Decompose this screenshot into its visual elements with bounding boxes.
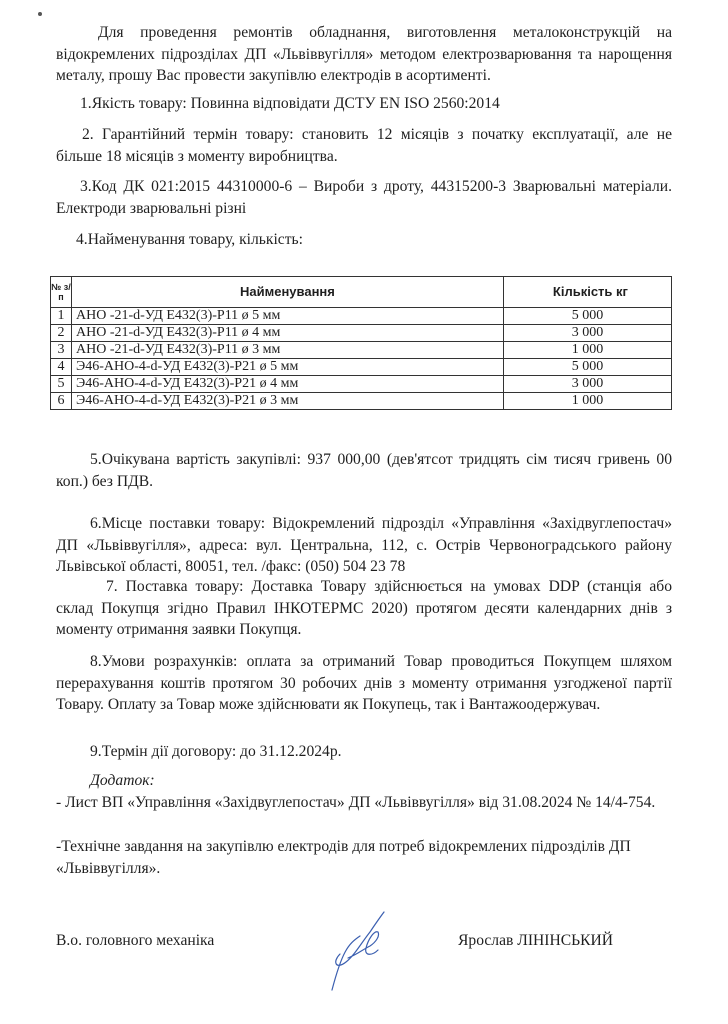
row-name: Э46-АНО-4-d-УД E432(3)-Р21 ø 5 мм xyxy=(72,359,504,376)
row-num: 5 xyxy=(51,376,72,393)
table-row xyxy=(51,308,672,325)
attachment-item-letter: - Лист ВП «Управління «Західвуглепостач» ДП «Львіввугілля» від 31.08.2024 № 14/4-754. xyxy=(56,794,656,811)
signer-title: В.о. головного механіка xyxy=(56,932,215,949)
table-row xyxy=(51,325,672,342)
goods-table xyxy=(50,276,672,410)
item-contract-term: 9.Термін дії договору: до 31.12.2024р. xyxy=(90,743,342,760)
row-qty: 5 000 xyxy=(503,308,671,325)
table-row xyxy=(51,376,672,393)
row-qty: 3 000 xyxy=(503,376,671,393)
item-delivery-place: 6.Місце поставки товару: Відокремлений підрозділ «Управління «Західвуглепостач» ДП «Львіввугілля», адреса: вул. Центральна, 112, с. Острів Червоноградського району Львівської області, 80051, тел. /факс: (050) 504 23 78 xyxy=(56,515,672,575)
item-warranty: 2. Гарантійний термін товару: становить 12 місяців з початку експлуатації, але не більше 18 місяців з моменту виробництва. xyxy=(56,126,672,165)
table-row xyxy=(51,359,672,376)
row-name: АНО -21-d-УД E432(3)-Р11 ø 4 мм xyxy=(72,325,504,342)
row-num: 2 xyxy=(51,325,72,342)
row-num: 3 xyxy=(51,342,72,359)
item-dk-code: 3.Код ДК 021:2015 44310000-6 – Вироби з дроту, 44315200-3 Зварювальні матеріали. Електроди зварювальні різні xyxy=(56,178,672,217)
item-goods-title: 4.Найменування товару, кількість: xyxy=(76,231,303,248)
row-name: Э46-АНО-4-d-УД E432(3)-Р21 ø 3 мм xyxy=(72,393,504,410)
row-name: АНО -21-d-УД E432(3)-Р11 ø 3 мм xyxy=(72,342,504,359)
table-row xyxy=(51,342,672,359)
header-qty: Кількість кг xyxy=(503,277,671,308)
table-row xyxy=(51,393,672,410)
intro-paragraph: Для проведення ремонтів обладнання, виготовлення металоконструкцій на відокремлених підрозділах ДП «Львіввугілля» методом електрозварювання та нарощення металу, прошу Вас провести закупівлю електродів в асортименті. xyxy=(56,24,672,84)
attachment-title xyxy=(56,770,672,792)
row-qty: 3 000 xyxy=(503,325,671,342)
item-quality: 1.Якість товару: Повинна відповідати ДСТУ EN ISO 2560:2014 xyxy=(80,95,500,112)
row-name: Э46-АНО-4-d-УД E432(3)-Р21 ø 4 мм xyxy=(72,376,504,393)
row-num: 4 xyxy=(51,359,72,376)
row-num: 1 xyxy=(51,308,72,325)
header-name: Найменування xyxy=(72,277,504,308)
attachment-title-text: Додаток: xyxy=(90,772,155,789)
signature-image xyxy=(318,896,398,992)
header-num: № з/п xyxy=(51,277,72,308)
row-qty: 1 000 xyxy=(503,342,671,359)
item-delivery-terms: 7. Поставка товару: Доставка Товару здійснюється на умовах DDP (станція або склад Покупця згідно Правил ІНКОТЕРМС 2020) протягом десяти календарних днів з моменту отримання заявки Покупця. xyxy=(56,578,672,638)
row-qty: 5 000 xyxy=(503,359,671,376)
item-payment-terms: 8.Умови розрахунків: оплата за отриманий Товар проводиться Покупцем шляхом перерахування коштів протягом 30 робочих днів з моменту отримання узгодженої партії Товару. Оплату за Товар може здійснювати як Покупець, так і Вантажоодержувач. xyxy=(56,653,672,713)
row-num: 6 xyxy=(51,393,72,410)
row-name: АНО -21-d-УД E432(3)-Р11 ø 5 мм xyxy=(72,308,504,325)
scan-dot xyxy=(38,12,42,16)
signer-name: Ярослав ЛІНІНСЬКИЙ xyxy=(458,932,614,949)
table-header-row xyxy=(51,277,672,308)
item-expected-cost: 5.Очікувана вартість закупівлі: 937 000,00 (дев'ятсот тридцять сім тисяч гривень 00 коп.) без ПДВ. xyxy=(56,451,672,490)
attachment-item-spec: -Технічне завдання на закупівлю електродів для потреб відокремлених підрозділів ДП «Львіввугілля». xyxy=(56,838,631,877)
row-qty: 1 000 xyxy=(503,393,671,410)
